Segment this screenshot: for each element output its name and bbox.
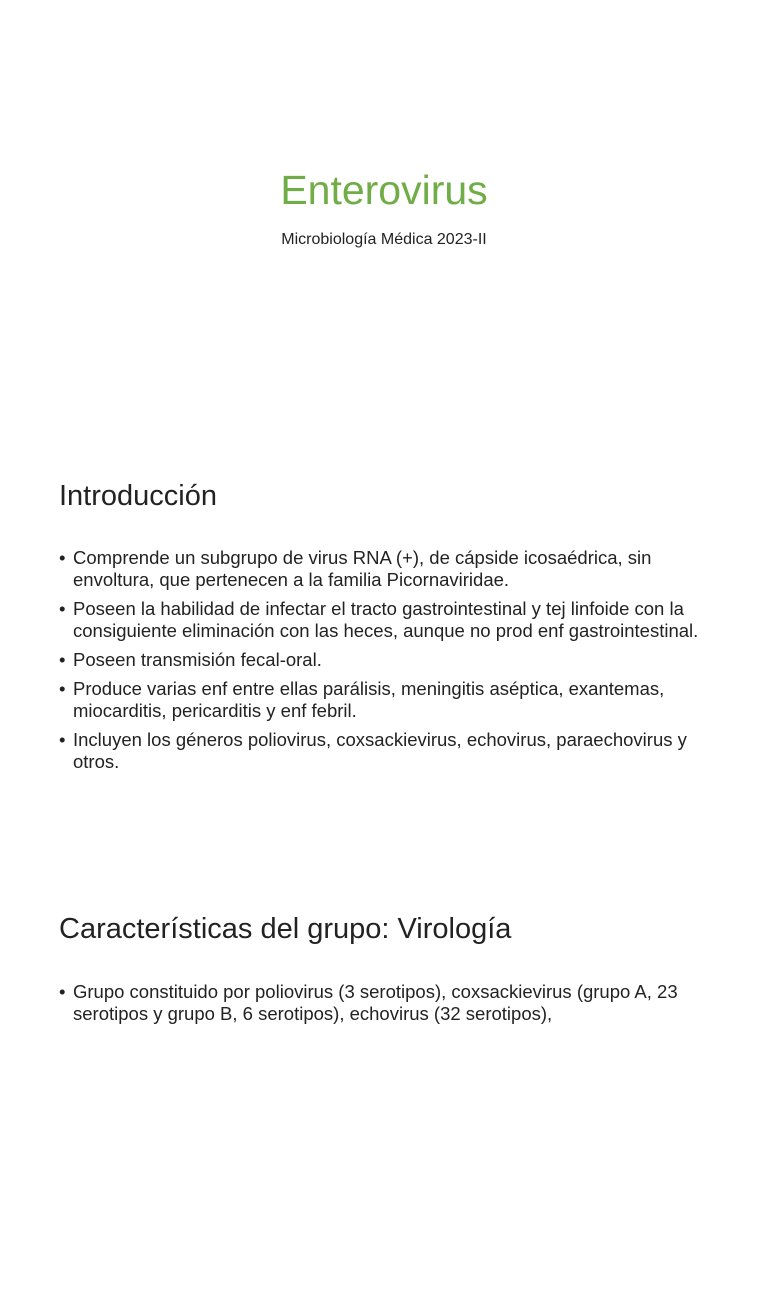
bullet-text: Poseen la habilidad de infectar el tracto gastrointestinal y tej linfoide con la consiguiente eliminación con las heces, aunque no prod enf gastrointestinal. xyxy=(73,598,699,641)
bullet-icon: • xyxy=(59,729,66,750)
bullet-item xyxy=(59,729,719,773)
bullet-text: Poseen transmisión fecal-oral. xyxy=(73,649,322,670)
characteristics-heading: Características del grupo: Virología xyxy=(59,913,512,945)
bullet-icon: • xyxy=(59,678,66,699)
title-slide xyxy=(0,0,768,432)
intro-bullet-list xyxy=(59,547,719,780)
deck-subtitle: Microbiología Médica 2023-II xyxy=(281,231,487,248)
bullet-icon: • xyxy=(59,649,66,670)
intro-slide xyxy=(0,432,768,864)
deck-title: Enterovirus xyxy=(280,167,488,213)
bullet-item xyxy=(59,547,719,591)
bullet-item xyxy=(59,598,719,642)
bullet-text: Incluyen los géneros poliovirus, coxsackievirus, echovirus, paraechovirus y otros. xyxy=(73,729,687,772)
bullet-text: Comprende un subgrupo de virus RNA (+), de cápside icosaédrica, sin envoltura, que pertenecen a la familia Picornaviridae. xyxy=(73,547,652,590)
characteristics-slide xyxy=(0,864,768,1296)
bullet-item xyxy=(59,678,719,722)
bullet-text: Grupo constituido por poliovirus (3 serotipos), coxsackievirus (grupo A, 23 serotipos y grupo B, 6 serotipos), echovirus (32 serotipos), xyxy=(73,981,678,1024)
bullet-icon: • xyxy=(59,981,66,1002)
bullet-text: Produce varias enf entre ellas parálisis, meningitis aséptica, exantemas, miocarditis, pericarditis y enf febril. xyxy=(73,678,665,721)
bullet-item xyxy=(59,649,719,671)
characteristics-bullet-list xyxy=(59,981,719,1032)
bullet-icon: • xyxy=(59,598,66,619)
bullet-icon: • xyxy=(59,547,66,568)
intro-heading: Introducción xyxy=(59,480,217,512)
bullet-item xyxy=(59,981,719,1025)
